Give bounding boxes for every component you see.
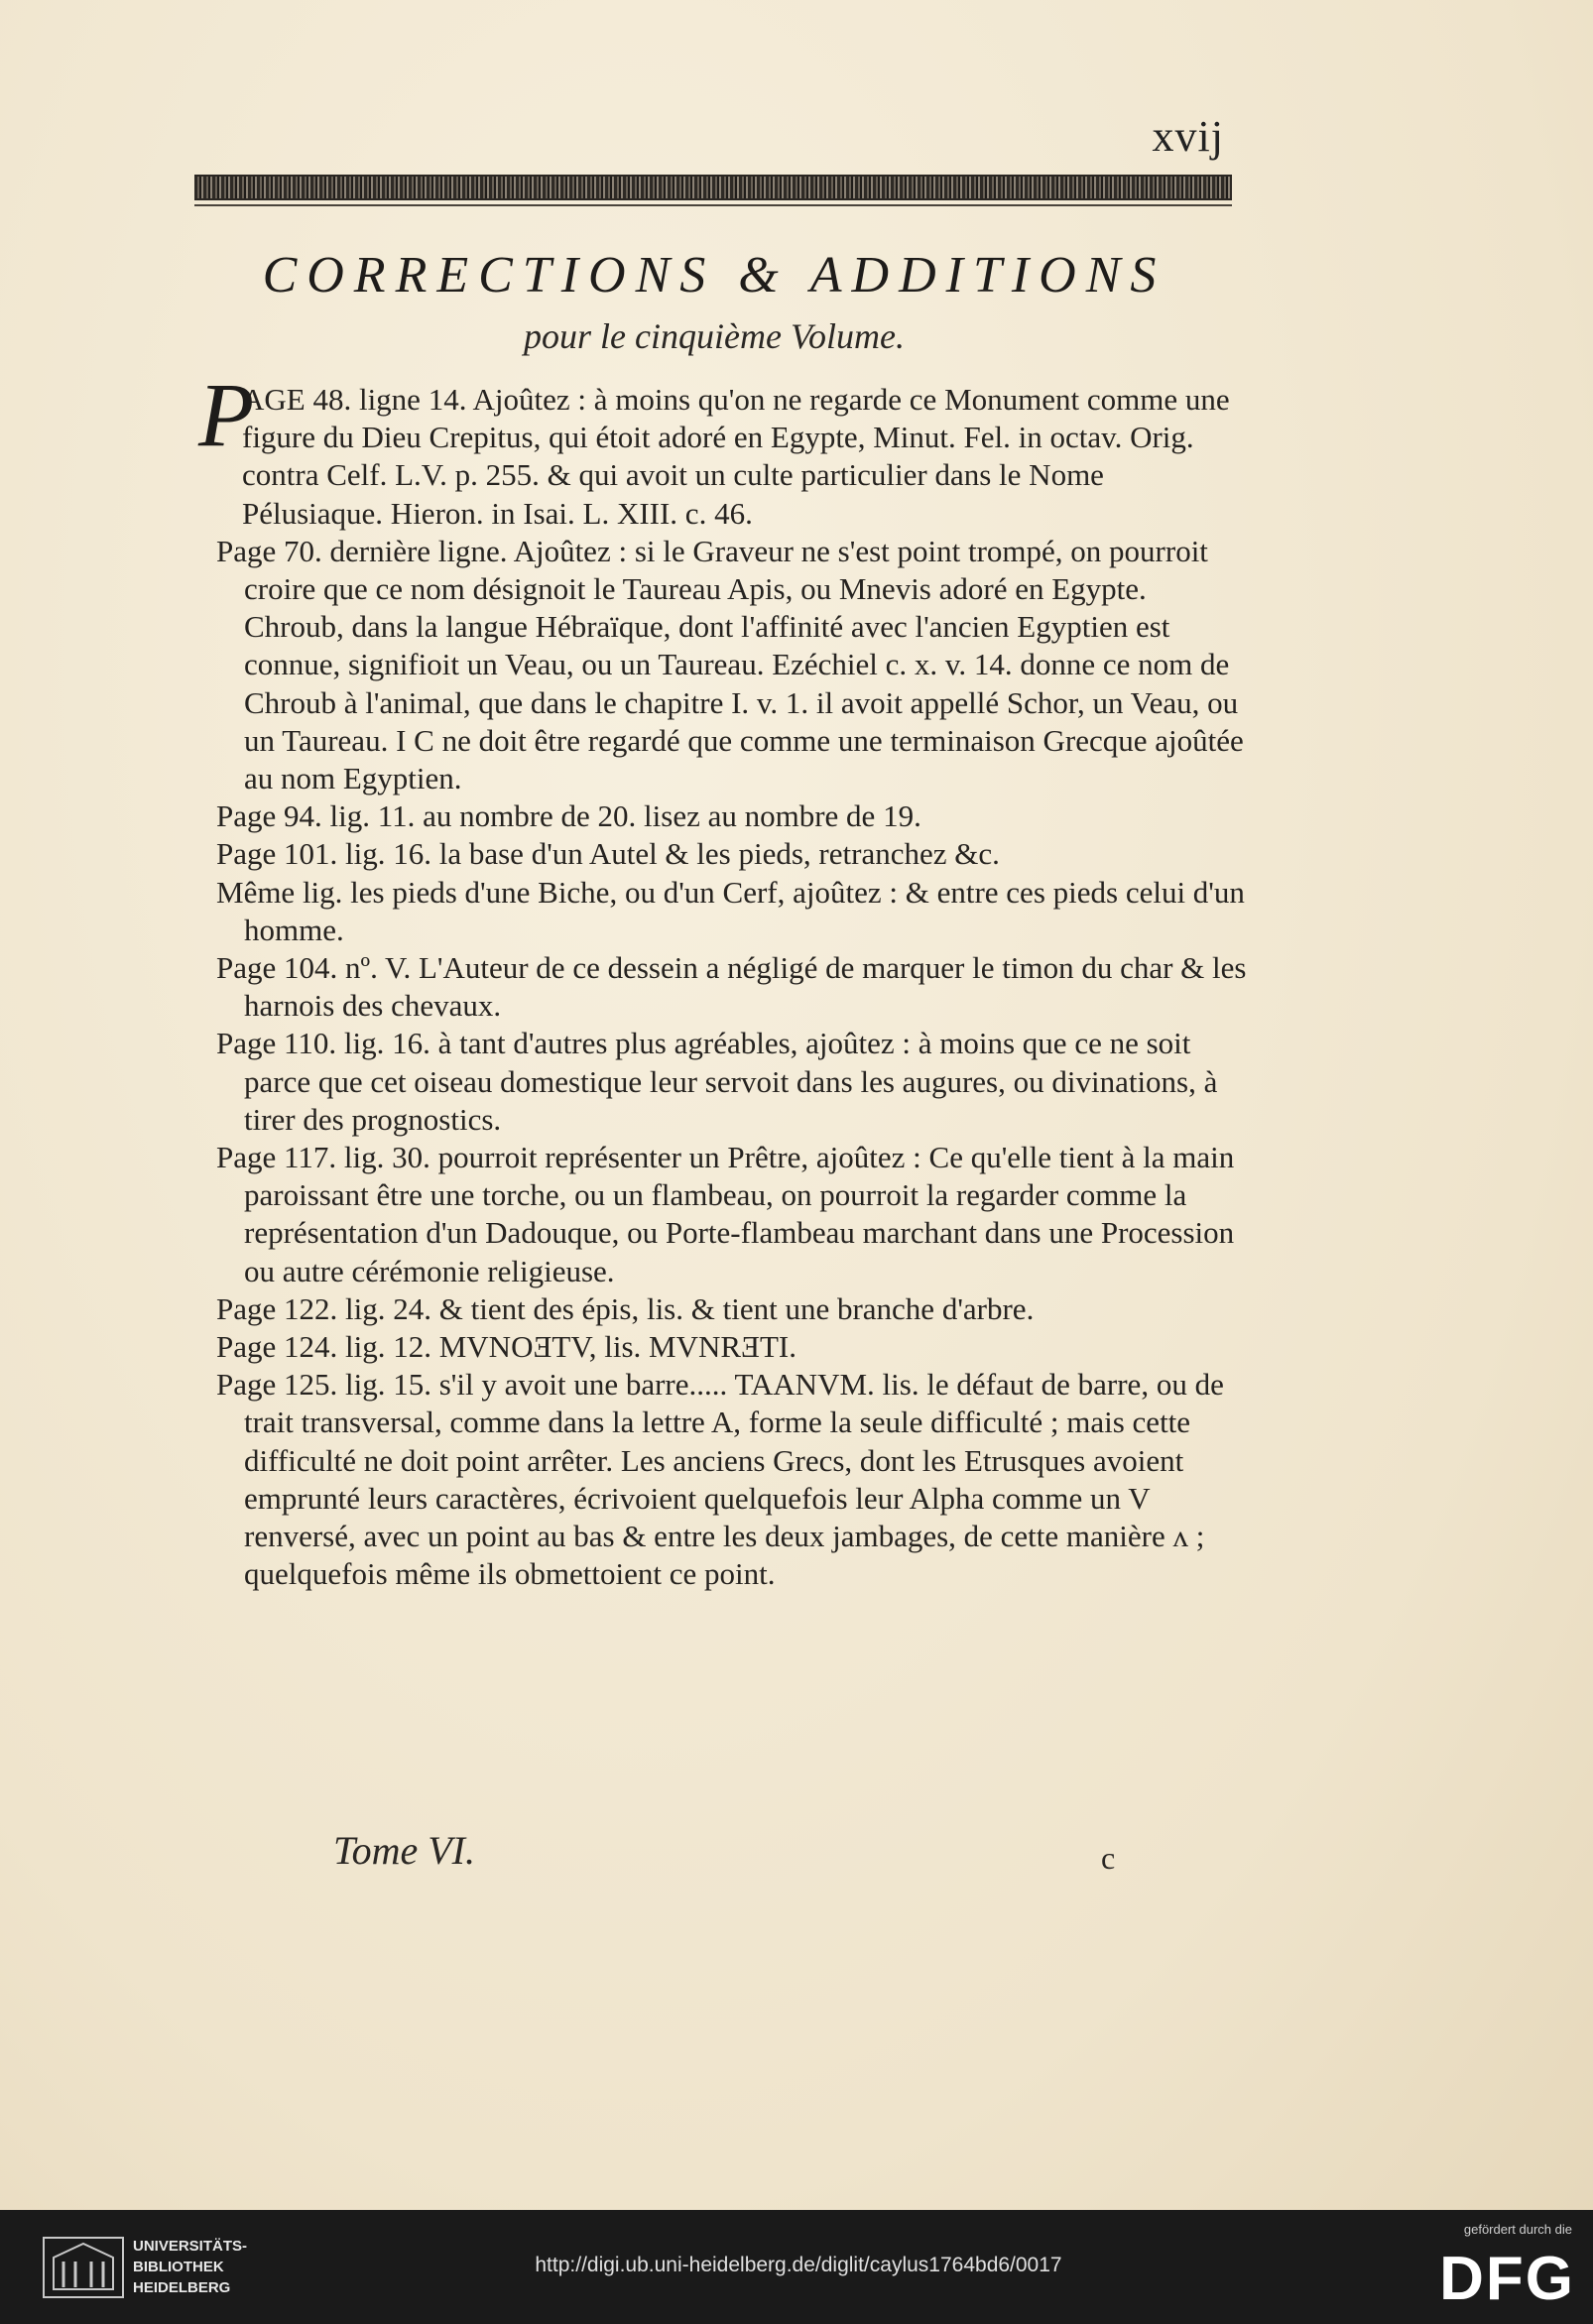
library-name xyxy=(133,2236,247,2298)
header-rule xyxy=(194,204,1232,206)
correction-entry: Page 110. lig. 16. à tant d'autres plus agréables, ajoûtez : à moins que ce ne soit parce que cet oiseau domestique leur servoit dans les augures, ou divinations, à tirer des prognostics. xyxy=(216,1026,1218,1137)
funding-note: gefördert durch die xyxy=(1463,2222,1572,2237)
page-subtitle: pour le cinquième Volume. xyxy=(524,316,905,356)
correction-entry: Même lig. les pieds d'une Biche, ou d'un Cerf, ajoûtez : & entre ces pieds celui d'un homme. xyxy=(216,874,1245,947)
correction-entry-first xyxy=(198,364,1248,533)
library-name-line: UNIVERSITÄTS- xyxy=(133,2238,248,2255)
correction-entry: Page 117. lig. 30. pourroit représenter un Prêtre, ajoûtez : Ce qu'elle tient à la main paroissant être une torche, ou un flambeau, on pourroit la regarder comme la représentation d'un Dadouque, ou Porte-flambeau marchant dans une Procession ou autre cérémonie religieuse. xyxy=(216,1140,1235,1288)
correction-entry: Page 94. lig. 11. au nombre de 20. lisez au nombre de 19. xyxy=(216,798,921,834)
signature-mark: c xyxy=(1101,1840,1116,1876)
correction-entry: Page 122. lig. 24. & tient des épis, lis. & tient une branche d'arbre. xyxy=(216,1290,1035,1326)
correction-entry: Page 104. nº. V. L'Auteur de ce dessein a négligé de marquer le timon du char & les harnois des chevaux. xyxy=(216,950,1247,1024)
library-name-line: BIBLIOTHEK xyxy=(133,2259,224,2275)
correction-text: AGE 48. ligne 14. Ajoûtez : à moins qu'on ne regarde ce Monument comme une figure du Dieu Crepitus, qui étoit adoré en Egypte, Minut. Fel. in octav. Orig. contra Celf. L.V. p. 255. & qui avoit un culte particulier dans le Nome Pélusiaque. Hieron. in Isai. L. XIII. c. 46. xyxy=(242,382,1230,531)
page-title: CORRECTIONS & ADDITIONS xyxy=(262,247,1166,304)
correction-entry: Page 124. lig. 12. MVNOƎTV, lis. MVNRƎTI. xyxy=(216,1329,796,1365)
page-number: xvij xyxy=(1152,112,1224,161)
correction-entry: Page 125. lig. 15. s'il y avoit une barre..... TAANVM. lis. le défaut de barre, ou de trait transversal, comme dans la lettre A, forme la seule difficulté ; mais cette difficulté ne doit point arrêter. Les anciens Grecs, dont les Etrusques avoient emprunté leurs caractères, écrivoient quelquefois leur Alpha comme un V renversé, avec un point au bas & entre les deux jambages, de cette manière ʌ ; quelquefois même ils obmettoient ce point. xyxy=(216,1367,1224,1592)
viewer-footer xyxy=(0,2210,1593,2324)
volume-label: Tome VI. xyxy=(333,1828,475,1873)
correction-entry: Page 70. dernière ligne. Ajoûtez : si le Graveur ne s'est point trompé, on pourroit croire que ce nom désignoit le Taureau Apis, ou Mnevis adoré en Egypte. Chroub, dans la langue Hébraïque, dont l'affinité avec l'ancien Egyptien est connue, signifioit un Veau, ou un Taureau. Ezéchiel c. x. v. 14. donne ce nom de Chroub à l'animal, que dans le chapitre I. v. 1. il avoit appellé Schor, un Veau, ou un Taureau. I C ne doit être regardé que comme une terminaison Grecque ajoûtée au nom Egyptien. xyxy=(216,533,1244,796)
dfg-logo: DFG xyxy=(1439,2245,1575,2313)
drop-cap: P xyxy=(198,364,255,465)
correction-entry: Page 101. lig. 16. la base d'un Autel & les pieds, retranchez &c. xyxy=(216,836,1000,872)
corrections-body xyxy=(198,364,1248,1594)
university-library-logo-icon xyxy=(40,2232,127,2303)
library-name-line: HEIDELBERG xyxy=(133,2279,231,2296)
header-ornament-band xyxy=(194,175,1232,200)
permalink-url[interactable]: http://digi.ub.uni-heidelberg.de/diglit/caylus1764bd6/0017 xyxy=(535,2254,1062,2276)
